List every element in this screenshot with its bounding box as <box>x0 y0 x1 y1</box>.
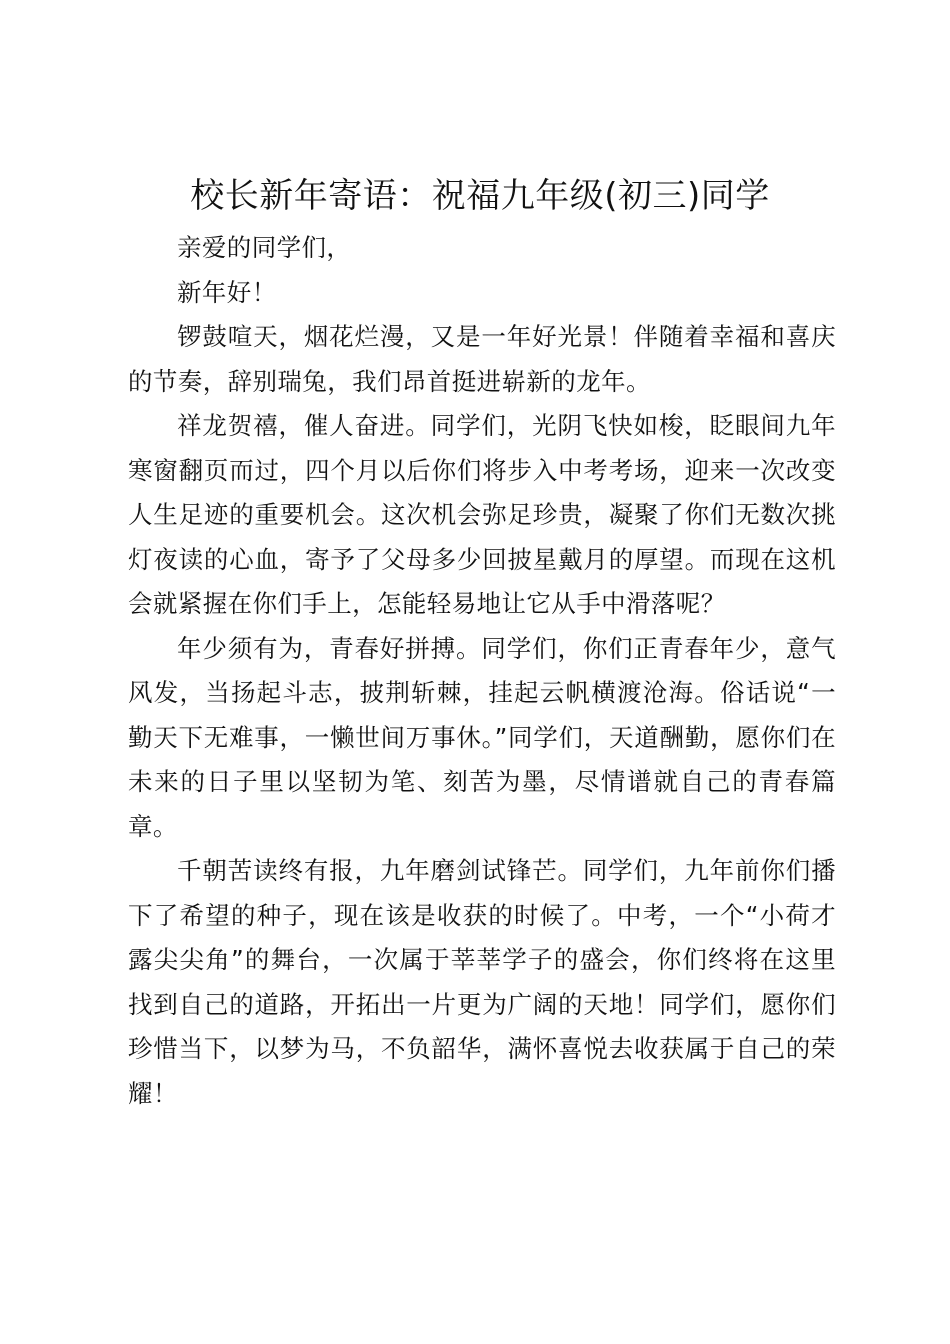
paragraph-youth: 年少须有为，青春好拼搏。同学们，你们正青春年少，意气风发，当扬起斗志，披荆斩棘，挂起云帆横渡沧海。俗话说“一勤天下无难事，一懒世间万事休。”同学们，天道酬勤，愿你们在未来的日子里以坚韧为笔、刻苦为墨，尽情谱就自己的青春篇章。 <box>128 633 836 841</box>
paragraph-harvest: 千朝苦读终有报，九年磨剑试锋芒。同学们，九年前你们播下了希望的种子，现在该是收获的时候了。中考，一个“小荷才露尖尖角”的舞台，一次属于莘莘学子的盛会，你们终将在这里找到自己的道路，开拓出一片更为广阔的天地！同学们，愿你们珍惜当下，以梦为马，不负韶华，满怀喜悦去收获属于自己的荣耀！ <box>128 856 836 1108</box>
paragraph-festive: 锣鼓喧天，烟花烂漫，又是一年好光景！伴随着幸福和喜庆的节奏，辞别瑞兔，我们昂首挺进崭新的龙年。 <box>128 322 836 396</box>
document-body <box>128 226 836 1116</box>
paragraph-opportunity: 祥龙贺禧，催人奋进。同学们，光阴飞快如梭，眨眼间九年寒窗翻页而过，四个月以后你们将步入中考考场，迎来一次改变人生足迹的重要机会。这次机会弥足珍贵，凝聚了你们无数次挑灯夜读的心血，寄予了父母多少回披星戴月的厚望。而现在这机会就紧握在你们手上，怎能轻易地让它从手中滑落呢？ <box>128 411 836 618</box>
paragraph-new-year: 新年好！ <box>177 277 277 307</box>
document-title: 校长新年寄语：祝福九年级(初三)同学 <box>190 176 770 216</box>
paragraph-greeting: 亲爱的同学们， <box>177 233 352 262</box>
